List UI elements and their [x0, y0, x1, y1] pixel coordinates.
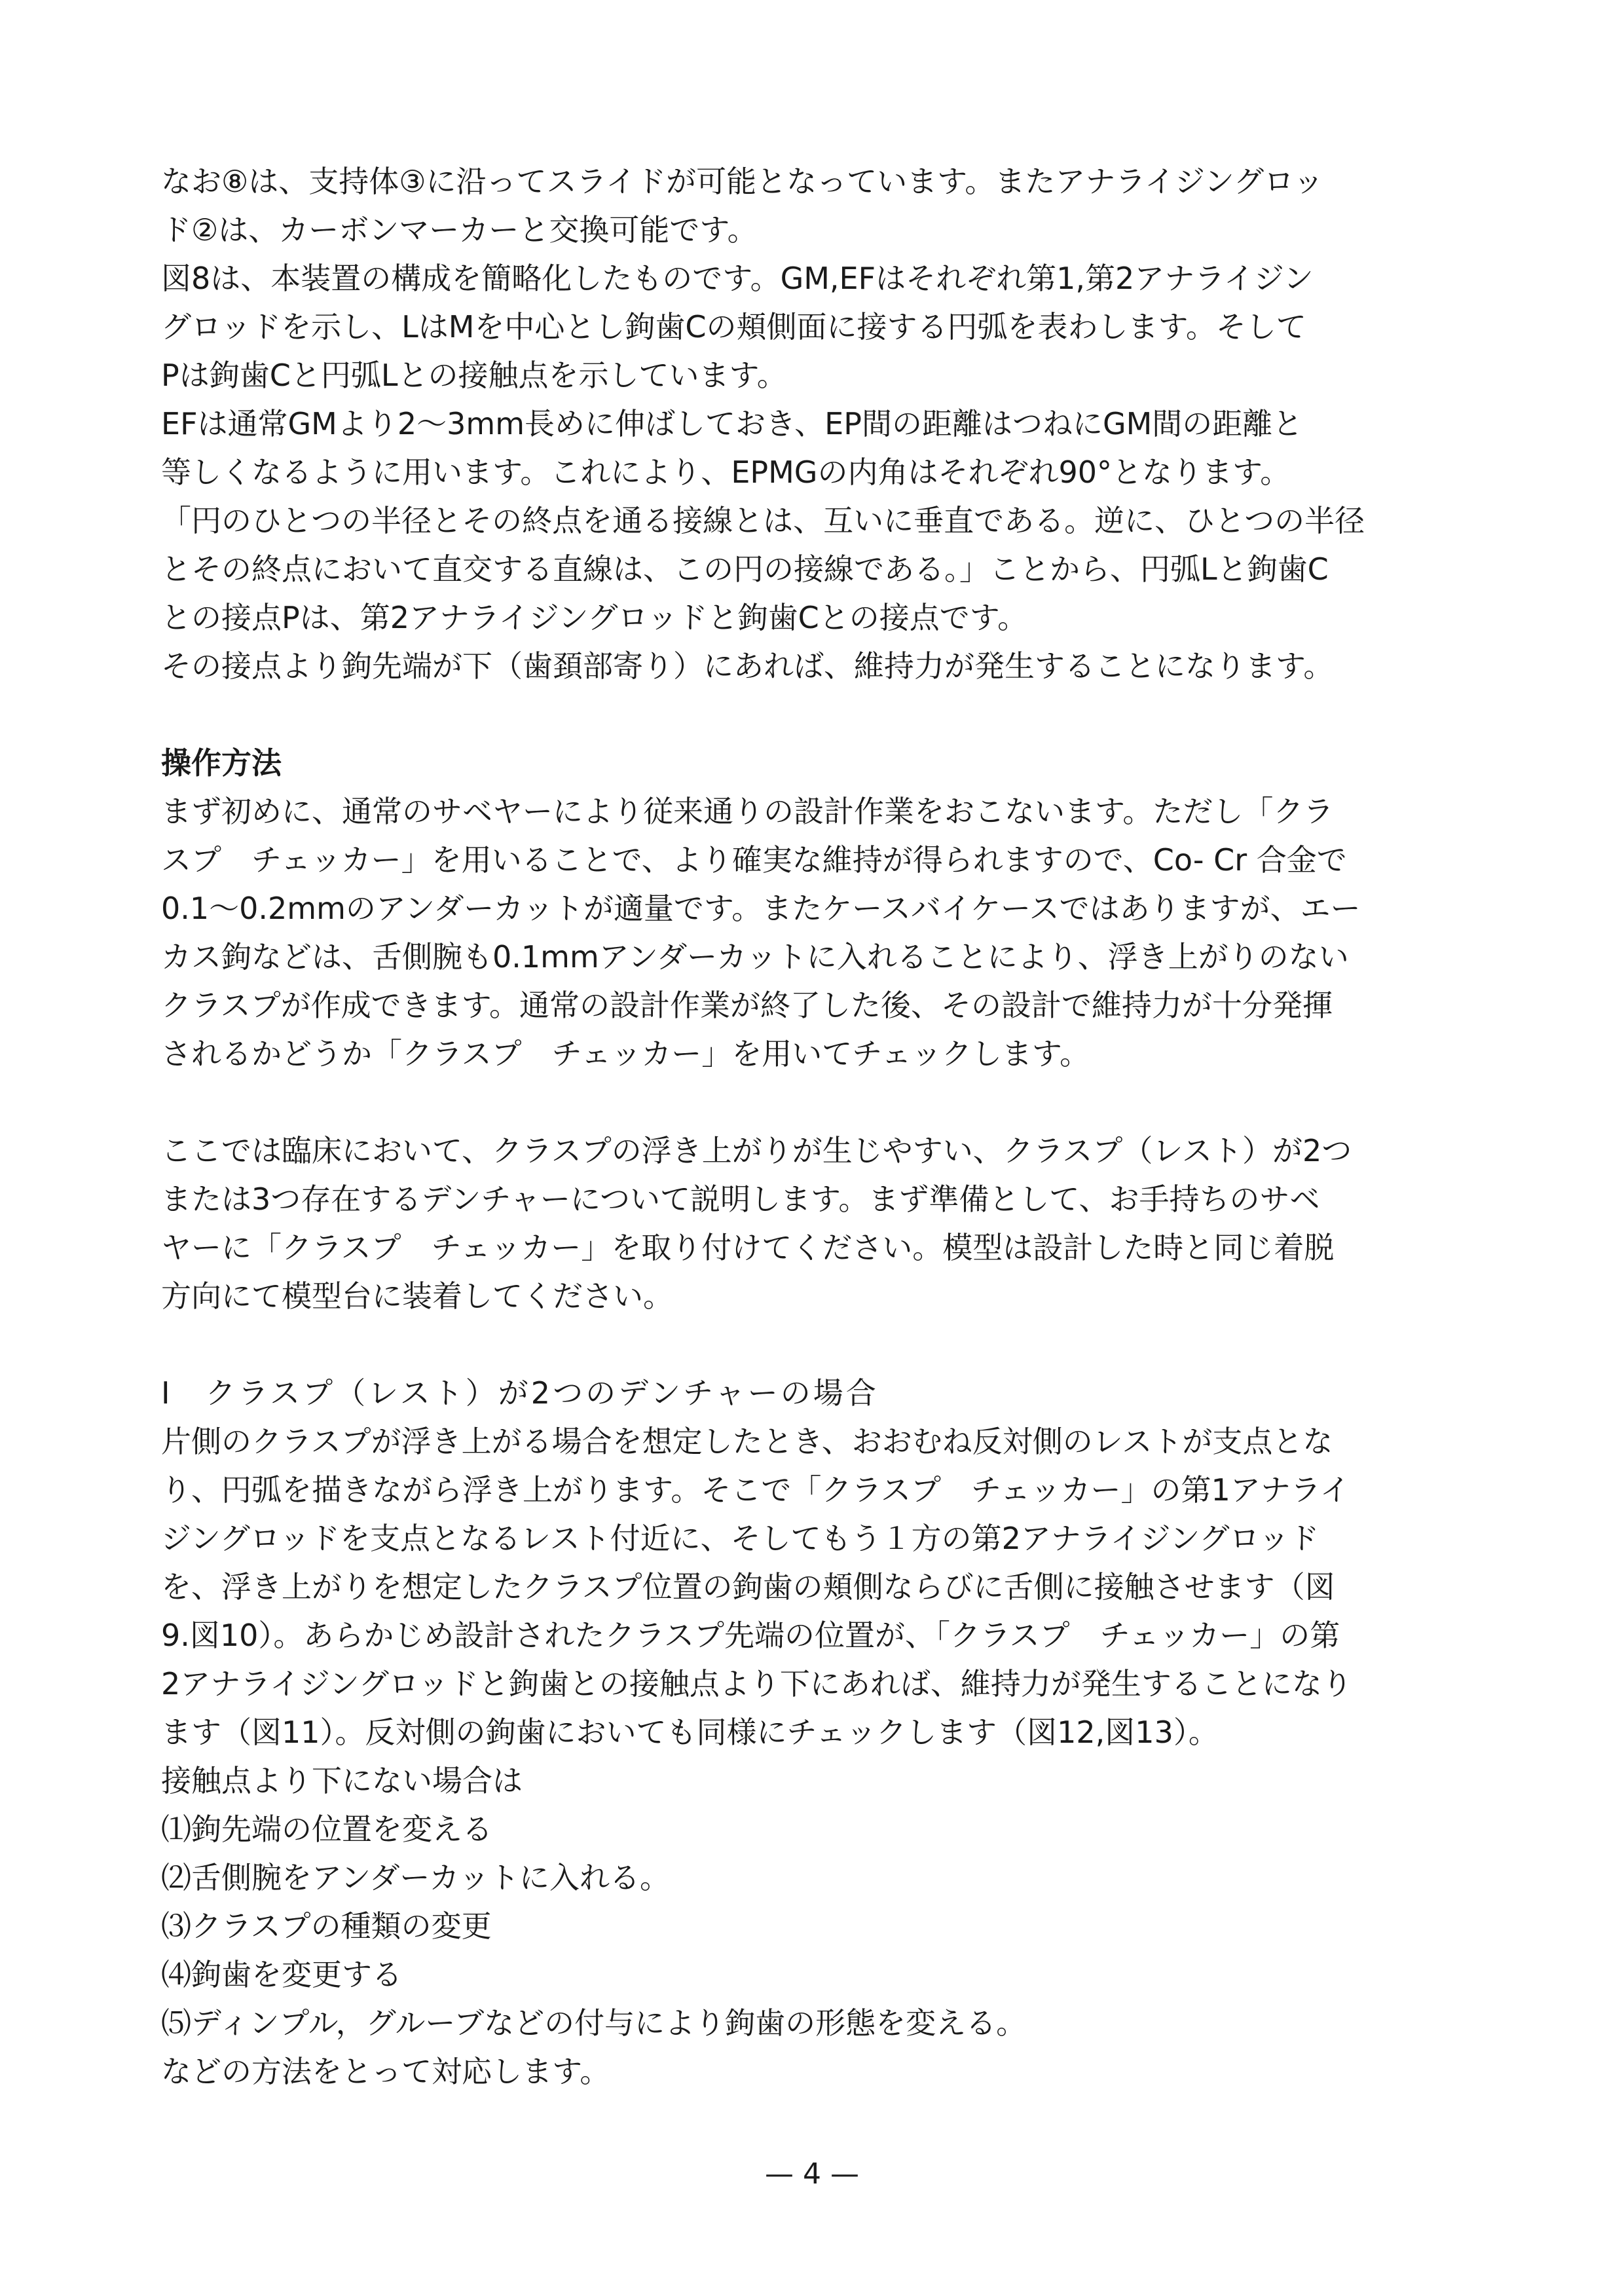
paragraph-preparation [161, 1126, 1471, 1320]
list-item: ⑴鉤先端の位置を変える [161, 1811, 492, 1847]
text-line: 「円のひとつの半径とその終点を通る接線とは、互いに垂直である。逆に、ひとつの半径 [161, 503, 1365, 538]
text-line: グロッドを示し、LはMを中心とし鉤歯Cの頬側面に接する円弧を表わします。そして [161, 309, 1306, 344]
text-line: カス鉤などは、舌側腕も0.1mmアンダーカットに入れることにより、浮き上がりのない [161, 939, 1349, 975]
text-line: EFは通常GMより2〜3mm長めに伸ばしておき、EP間の距離はつねにGM間の距離と [161, 406, 1303, 441]
text-line: Pは鉤歯Cと円弧Lとの接触点を示しています。 [161, 358, 787, 393]
text-line: クラスプが作成できます。通常の設計作業が終了した後、その設計で維持力が十分発揮 [161, 988, 1333, 1023]
text-line: ヤーに「クラスプ チェッカー」を取り付けてください。模型は設計した時と同じ着脱 [161, 1230, 1335, 1265]
text-line: 2アナライジングロッドと鉤歯との接触点より下にあれば、維持力が発生することになり [161, 1666, 1352, 1701]
text-line: ジングロッドを支点となるレスト付近に、そしてもう１方の第2アナライジングロッド [161, 1521, 1320, 1556]
text-line: などの方法をとって対応します。 [161, 2054, 610, 2089]
list-item: ⑸ディンプル，グルーブなどの付与により鉤歯の形態を変える。 [161, 2005, 1027, 2041]
spacer [161, 1078, 1471, 1126]
text-line: 接触点より下にない場合は [161, 1763, 523, 1798]
text-line: とその終点において直交する直線は、この円の接線である。」ことから、円弧Lと鉤歯C [161, 551, 1329, 587]
text-line: との接点Pは、第2アナライジングロッドと鉤歯Cとの接点です。 [161, 600, 1028, 635]
text-line: ます（図11）。反対側の鉤歯においても同様にチェックします（図12,図13）。 [161, 1715, 1219, 1750]
text-line: ここでは臨床において、クラスプの浮き上がりが生じやすい、クラスプ（レスト）が2つ [161, 1133, 1352, 1168]
text-line: 片側のクラスプが浮き上がる場合を想定したとき、おおむね反対側のレストが支点とな [161, 1424, 1333, 1459]
document-body [161, 157, 1471, 2096]
text-line: スプ チェッカー」を用いることで、より確実な維持が得られますので、Co- Cr 合金で [161, 842, 1347, 878]
text-line: 0.1〜0.2mmのアンダーカットが適量です。またケースバイケースではありますが、エー [161, 891, 1361, 926]
list-item: ⑵舌側腕をアンダーカットに入れる。 [161, 1860, 670, 1895]
spacer [161, 1320, 1471, 1369]
text-line: その接点より鉤先端が下（歯頚部寄り）にあれば、維持力が発生することになります。 [161, 648, 1334, 684]
page-number: — 4 — [765, 2157, 859, 2191]
spacer [161, 690, 1471, 739]
paragraph-design-procedure [161, 787, 1471, 1078]
text-line: されるかどうか「クラスプ チェッカー」を用いてチェックします。 [161, 1036, 1090, 1071]
list-item: ⑶クラスプの種類の変更 [161, 1908, 492, 1944]
list-item: ⑷鉤歯を変更する [161, 1957, 402, 1992]
paragraph-device-structure [161, 157, 1471, 690]
section-title-two-clasps: Ⅰ クラスプ（レスト）が2つのデンチャーの場合 [161, 1375, 879, 1411]
text-line: まず初めに、通常のサベヤーにより従来通りの設計作業をおこないます。ただし「クラ [161, 794, 1334, 829]
text-line: 9.図10）。あらかじめ設計されたクラスプ先端の位置が、「クラスプ チェッカー」の第 [161, 1618, 1340, 1653]
text-line: または3つ存在するデンチャーについて説明します。まず準備として、お手持ちのサベ [161, 1181, 1320, 1217]
text-line: を、浮き上がりを想定したクラスプ位置の鉤歯の頬側ならびに舌側に接触させます（図 [161, 1569, 1335, 1605]
heading-operation-method: 操作方法 [161, 745, 282, 781]
text-line: なお⑧は、支持体③に沿ってスライドが可能となっています。またアナライジングロッ [161, 164, 1324, 199]
text-line: 図8は、本装置の構成を簡略化したものです。GM,EFはそれぞれ第1,第2アナライジン [161, 261, 1314, 296]
text-line: ド②は、カーボンマーカーと交換可能です。 [161, 212, 758, 248]
text-line: り、円弧を描きながら浮き上がります。そこで「クラスプ チェッカー」の第1アナライ [161, 1472, 1350, 1508]
text-line: 等しくなるように用います。これにより、EPMGの内角はそれぞれ90°となります。 [161, 455, 1291, 490]
text-line: 方向にて模型台に装着してください。 [161, 1278, 673, 1314]
paragraph-two-clasps [161, 1417, 1471, 2096]
